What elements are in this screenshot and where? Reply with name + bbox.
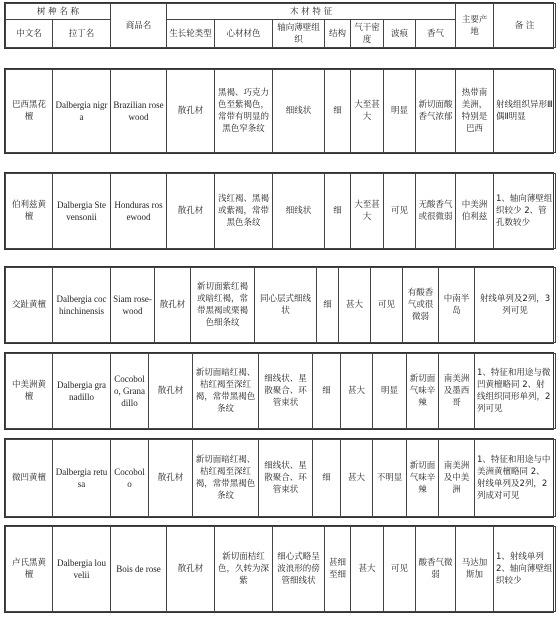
col-origin: 主要产地 xyxy=(456,4,494,48)
table-row xyxy=(4,68,554,154)
grain-cell: 可见 xyxy=(384,527,416,612)
wood-features-group-header: 木 材 特 征 xyxy=(167,4,456,20)
scent-cell: 无酸香气或很微弱 xyxy=(416,174,456,249)
origin-cell: 马达加斯加 xyxy=(456,527,494,612)
structure-cell: 细 xyxy=(317,268,339,343)
remarks-cell: 1、特征和用途与微凹黄檀略同 2、射线组织同形单列，2列可见 xyxy=(475,354,556,429)
density-cell: 甚大 xyxy=(351,527,384,612)
scent-cell: 有酸香气或很微弱 xyxy=(403,268,439,343)
heartwood-color-cell: 黑褐、巧克力色至紫褐色，常带有明显的黑色窄条纹 xyxy=(215,70,273,153)
growth-ring-cell: 散孔材 xyxy=(167,70,215,153)
latin-name-cell: Dalbergia Stevensonii xyxy=(53,174,111,249)
cn-name-cell: 卢氏黑黄檀 xyxy=(6,527,53,612)
remarks-cell: 1、射线单列 2、轴向薄壁组织较少 xyxy=(494,527,556,612)
structure-cell: 细 xyxy=(313,440,341,517)
col-cn-name: 中文名 xyxy=(6,20,53,48)
growth-ring-cell: 散孔材 xyxy=(167,527,215,612)
origin-cell: 南美洲及墨西哥 xyxy=(439,354,475,429)
trade-name-cell: Cocobolo xyxy=(111,440,149,517)
col-latin-name: 拉丁名 xyxy=(53,20,111,48)
table-row xyxy=(4,172,554,250)
origin-cell: 南美洲及中美洲 xyxy=(439,440,475,517)
latin-name-cell: Dalbergia granadillo xyxy=(53,354,111,429)
scent-cell: 酸香气微弱 xyxy=(416,527,456,612)
species-group-header: 树 种 名 称 xyxy=(6,4,111,20)
grain-cell: 可见 xyxy=(371,268,403,343)
density-cell: 甚大 xyxy=(341,354,373,429)
trade-name-cell: Cocobolo, Granadillo xyxy=(111,354,149,429)
latin-name-cell: Dalbergia nigra xyxy=(53,70,111,153)
trade-name-cell: Brazilian rosewood xyxy=(111,70,167,153)
latin-name-cell: Dalbergia cochinchinensis xyxy=(53,268,111,343)
cn-name-cell: 巴西黑花檀 xyxy=(6,70,53,153)
cn-name-cell: 交趾黄檀 xyxy=(6,268,53,343)
parenchyma-cell: 细线状 xyxy=(273,174,325,249)
trade-name-cell: Siam rose-wood xyxy=(111,268,155,343)
structure-cell: 细 xyxy=(325,70,351,153)
parenchyma-cell: 细线状 xyxy=(273,70,325,153)
remarks-cell: 1、轴向薄壁组织较少 2、管孔数较少 xyxy=(494,174,556,249)
growth-ring-cell: 散孔材 xyxy=(149,440,193,517)
origin-cell: 中美洲伯利兹 xyxy=(456,174,494,249)
heartwood-color-cell: 新切面紫红褐或暗红褐，常带黑褐或栗褐色细条纹 xyxy=(191,268,255,343)
structure-cell: 细 xyxy=(313,354,341,429)
parenchyma-cell: 细线状、星散聚合、环管束状 xyxy=(259,354,313,429)
latin-name-cell: Dalbergia retusa xyxy=(53,440,111,517)
table-row xyxy=(4,525,554,613)
trade-name-cell: Honduras rosewood xyxy=(111,174,167,249)
col-density: 气干密度 xyxy=(351,20,384,48)
table-row xyxy=(4,438,554,518)
col-structure: 结构 xyxy=(325,20,351,48)
structure-cell: 细 xyxy=(325,174,351,249)
heartwood-color-cell: 新切面暗红褐、桔红褐至深红褐，常带黑褐色条纹 xyxy=(193,354,259,429)
table-row xyxy=(4,352,554,430)
grain-cell: 明显 xyxy=(384,70,416,153)
latin-name-cell: Dalbergia louvelii xyxy=(53,527,111,612)
density-cell: 大至甚大 xyxy=(351,174,384,249)
density-cell: 甚大 xyxy=(339,268,371,343)
remarks-cell: 射线组织异形Ⅲ偶Ⅱ明显 xyxy=(494,70,556,153)
cn-name-cell: 伯利兹黄檀 xyxy=(6,174,53,249)
table-row xyxy=(4,266,554,344)
growth-ring-cell: 散孔材 xyxy=(155,268,191,343)
scent-cell: 新切面酸香气浓郁 xyxy=(416,70,456,153)
col-heartwood-color: 心材材色 xyxy=(215,20,273,48)
origin-cell: 中南半岛 xyxy=(439,268,475,343)
heartwood-color-cell: 新切面暗红褐、桔红褐至深红褐，常带黑褐色条纹 xyxy=(193,440,259,517)
origin-cell: 热带南美洲，特别是巴西 xyxy=(456,70,494,153)
parenchyma-cell: 细线状、星散聚合、环管束状 xyxy=(259,440,313,517)
col-parenchyma: 轴向薄壁组织 xyxy=(273,20,325,48)
col-grain: 波痕 xyxy=(384,20,416,48)
grain-cell: 可见 xyxy=(384,174,416,249)
col-remarks: 备 注 xyxy=(494,4,556,48)
growth-ring-cell: 散孔材 xyxy=(167,174,215,249)
col-growth-ring: 生长轮类型 xyxy=(167,20,215,48)
parenchyma-cell: 细心式略呈波浪形的傍管细线状 xyxy=(273,527,325,612)
grain-cell: 明显 xyxy=(373,354,407,429)
grain-cell: 不明显 xyxy=(373,440,407,517)
scent-cell: 新切面气味辛辣 xyxy=(407,354,439,429)
density-cell: 大至甚大 xyxy=(351,70,384,153)
growth-ring-cell: 散孔材 xyxy=(149,354,193,429)
structure-cell: 甚细至细 xyxy=(325,527,351,612)
cn-name-cell: 中美洲黄檀 xyxy=(6,354,53,429)
heartwood-color-cell: 新切面桔红色，久转为深紫 xyxy=(215,527,273,612)
remarks-cell: 1、特征和用途与中美洲黄檀略同 2、射线单列及2列，2列成对可见 xyxy=(475,440,556,517)
trade-name-cell: Bois de rose xyxy=(111,527,167,612)
density-cell: 甚大 xyxy=(341,440,373,517)
col-scent: 香气 xyxy=(416,20,456,48)
parenchyma-cell: 同心层式细线状 xyxy=(255,268,317,343)
col-trade-name: 商品名 xyxy=(111,4,167,48)
scent-cell: 新切面气味辛辣 xyxy=(407,440,439,517)
table-header xyxy=(4,2,554,49)
cn-name-cell: 微凹黄檀 xyxy=(6,440,53,517)
heartwood-color-cell: 浅红褐、黑褐或紫褐，常带黑色条纹 xyxy=(215,174,273,249)
remarks-cell: 射线单列及2列，3列可见 xyxy=(475,268,556,343)
